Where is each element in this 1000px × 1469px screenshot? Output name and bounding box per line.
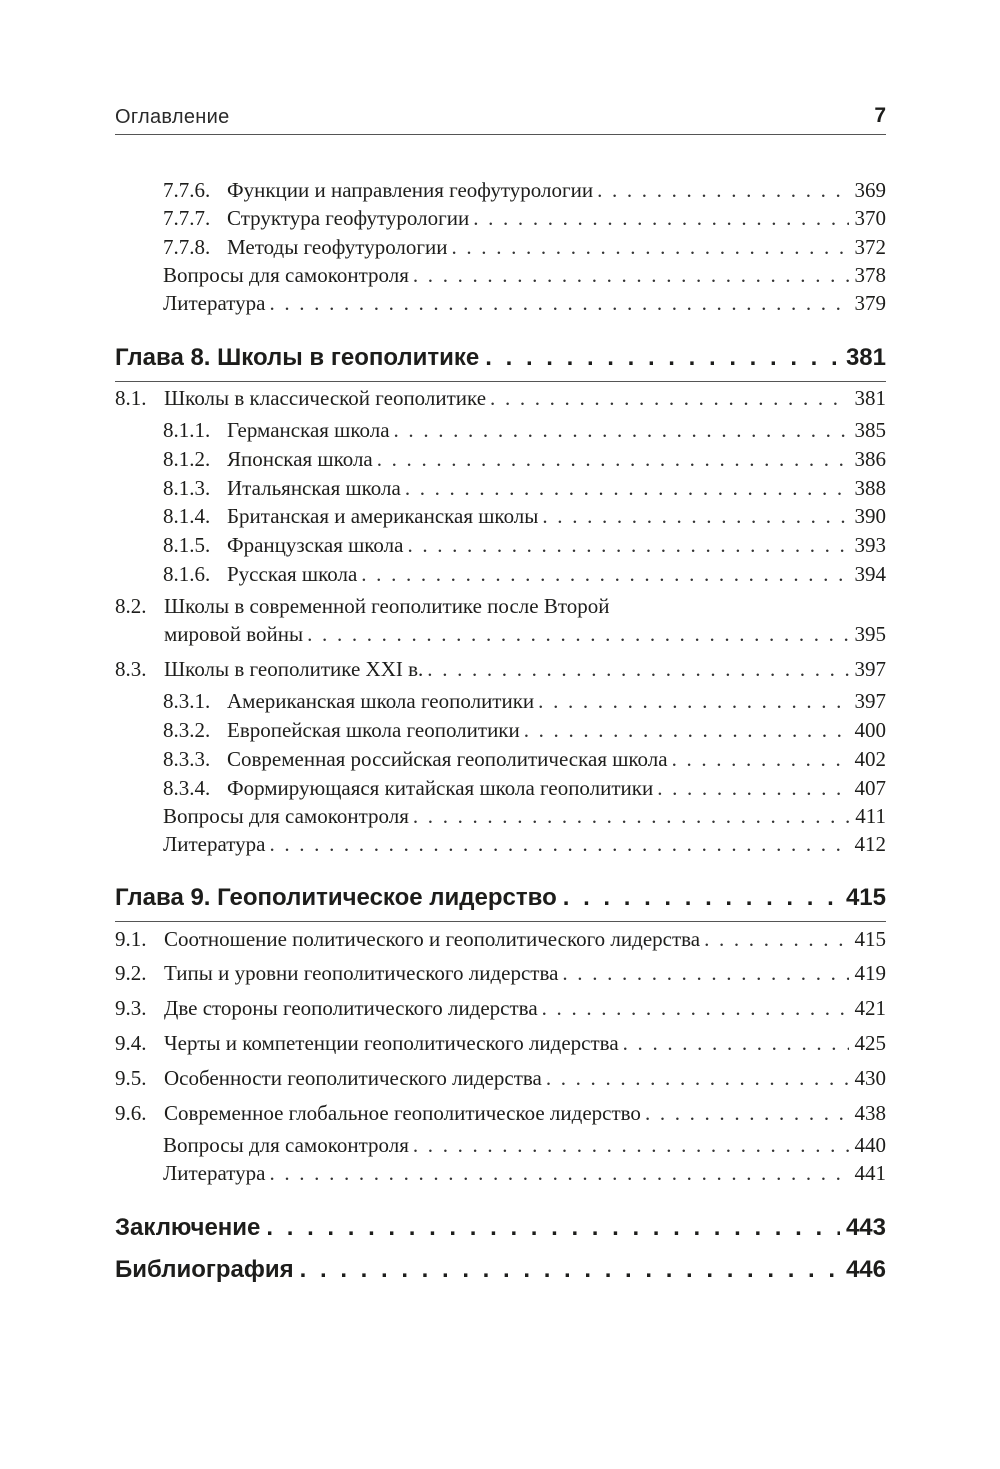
dot-leader [485,341,840,375]
section-number: 9.6. [115,1101,147,1125]
chapter-divider [115,381,886,382]
toc-entry[interactable] [163,233,886,261]
dot-leader [266,1211,840,1245]
entry-number: 8.3.4. [163,776,211,800]
toc-section[interactable] [115,384,886,412]
section-number: 8.3. [115,657,147,681]
section-page: 421 [854,996,886,1020]
toc-entry[interactable] [163,774,886,802]
dot-leader [452,233,849,261]
section-title: Две стороны геополитического лидерства [164,996,538,1020]
entry-number: 8.1.6. [163,562,211,586]
dot-leader [524,716,849,744]
chapter-page: 443 [845,1214,886,1241]
section-number: 8.2. [115,594,147,618]
toc-entry[interactable] [163,445,886,473]
entry-page: 397 [854,689,886,713]
chapter-title: Заключение [115,1214,261,1241]
entry-page: 388 [854,476,886,500]
toc-entry[interactable] [163,416,886,444]
entry-number: 8.3.3. [163,747,211,771]
entry-number: 8.1.3. [163,476,211,500]
entry-page: 440 [854,1133,886,1157]
dot-leader [361,560,848,588]
toc-entry-literature[interactable] [163,830,886,858]
toc-entry-self-check[interactable] [163,1131,886,1159]
entry-number: 7.7.6. [163,178,211,202]
page-number: 7 [874,104,886,127]
dot-leader [307,620,848,648]
section-title-line1: Школы в современной геополитике после Второй [164,594,610,618]
toc-entry[interactable] [163,474,886,502]
entry-title: Вопросы для самоконтроля [163,804,409,828]
entry-title: Вопросы для самоконтроля [163,263,409,287]
toc-entry[interactable] [163,204,886,232]
dot-leader [546,1064,849,1092]
section-page: 419 [854,961,886,985]
toc-entry-literature[interactable] [163,1159,886,1187]
dot-leader [394,416,849,444]
chapter-page: 415 [845,884,886,911]
dot-leader [407,531,848,559]
section-title: Типы и уровни геополитического лидерства [164,961,559,985]
chapter-page: 446 [845,1256,886,1283]
dot-leader [597,176,848,204]
toc-section[interactable] [115,592,886,648]
running-head-title: Оглавление [115,106,230,128]
section-page: 438 [854,1101,886,1125]
dot-leader [377,445,849,473]
entry-number: 8.1.1. [163,418,211,442]
entry-page: 390 [854,504,886,528]
dot-leader [645,1099,849,1127]
section-page: 430 [854,1066,886,1090]
entry-title: Структура геофутурологии [227,206,470,230]
section-number: 9.3. [115,996,147,1020]
toc-entry-literature[interactable] [163,289,886,317]
dot-leader [623,1029,849,1057]
entry-number: 8.1.2. [163,447,211,471]
entry-number: 8.3.1. [163,689,211,713]
toc-entry[interactable] [163,687,886,715]
entry-number: 8.3.2. [163,718,211,742]
entry-page: 370 [854,206,886,230]
dot-leader [473,204,848,232]
section-title: Особенности геополитического лидерства [164,1066,542,1090]
dot-leader [413,802,849,830]
toc-entry-self-check[interactable] [163,802,886,830]
dot-leader [300,1253,840,1287]
chapter-page: 381 [845,344,886,371]
entry-page: 400 [854,718,886,742]
chapter-title: Глава 8. Школы в геополитике [115,344,480,371]
entry-title: Русская школа [227,562,358,586]
entry-page: 378 [854,263,886,287]
entry-title: Литература [163,1161,266,1185]
entry-page: 385 [854,418,886,442]
dot-leader [563,881,840,915]
entry-page: 372 [854,235,886,259]
entry-page: 407 [854,776,886,800]
entry-title: Литература [163,832,266,856]
section-page: 395 [854,622,886,646]
toc-entry[interactable] [163,502,886,530]
entry-page: 379 [854,291,886,315]
toc-entry[interactable] [163,716,886,744]
section-title-line2: мировой войны [164,622,304,646]
toc-entry[interactable] [163,176,886,204]
entry-title: Французская школа [227,533,404,557]
toc-section[interactable] [115,959,886,987]
entry-title: Литература [163,291,266,315]
entry-title: Германская школа [227,418,390,442]
toc-section[interactable] [115,994,886,1022]
entry-title: Итальянская школа [227,476,401,500]
chapter-title: Глава 9. Геополитическое лидерство [115,884,557,911]
entry-page: 386 [854,447,886,471]
dot-leader [704,925,848,953]
dot-leader [269,1159,848,1187]
dot-leader [427,655,848,683]
chapter-divider [115,921,886,922]
dot-leader [562,959,848,987]
entry-number: 7.7.8. [163,235,211,259]
toc-entry[interactable] [163,531,886,559]
chapter-9-heading[interactable] [115,881,886,915]
chapter-title: Библиография [115,1256,294,1283]
dot-leader [269,830,848,858]
entry-page: 411 [855,804,886,828]
entry-page: 393 [854,533,886,557]
entry-title: Британская и американская школы [227,504,539,528]
section-number: 8.1. [115,386,147,410]
dot-leader [538,687,848,715]
conclusion-heading[interactable] [115,1211,886,1245]
section-page: 425 [854,1031,886,1055]
toc-entry[interactable] [163,745,886,773]
entry-number: 8.1.5. [163,533,211,557]
entry-title: Современная российская геополитическая школа [227,747,668,771]
toc-section[interactable] [115,1064,886,1092]
entry-title: Методы геофутурологии [227,235,448,259]
section-title: Современное глобальное геополитическое лидерство [164,1101,641,1125]
toc-entry[interactable] [163,560,886,588]
running-head [115,104,886,135]
section-number: 9.5. [115,1066,147,1090]
dot-leader [672,745,849,773]
dot-leader [542,502,848,530]
entry-title: Функции и направления геофутурологии [227,178,594,202]
section-number: 9.1. [115,927,147,951]
section-title: Черты и компетенции геополитического лидерства [164,1031,619,1055]
section-page: 415 [854,927,886,951]
entry-title: Японская школа [227,447,373,471]
dot-leader [657,774,848,802]
dot-leader [405,474,849,502]
entry-title: Вопросы для самоконтроля [163,1133,409,1157]
dot-leader [413,1131,849,1159]
section-page: 381 [854,386,886,410]
bibliography-heading[interactable] [115,1253,886,1287]
entry-page: 402 [854,747,886,771]
entry-page: 412 [854,832,886,856]
toc-section[interactable] [115,1099,886,1127]
entry-title: Европейская школа геополитики [227,718,520,742]
chapter-8-heading[interactable] [115,341,886,375]
dot-leader [413,261,849,289]
toc-section[interactable] [115,1029,886,1057]
section-page: 397 [854,657,886,681]
entry-page: 394 [854,562,886,586]
dot-leader [542,994,849,1022]
entry-number: 7.7.7. [163,206,211,230]
entry-title: Формирующаяся китайская школа геополитики [227,776,654,800]
entry-number: 8.1.4. [163,504,211,528]
section-title: Соотношение политического и геополитического лидерства [164,927,701,951]
section-number: 9.2. [115,961,147,985]
dot-leader [490,384,848,412]
toc-entry-self-check[interactable] [163,261,886,289]
toc-section[interactable] [115,655,886,683]
entry-page: 441 [854,1161,886,1185]
entry-page: 369 [854,178,886,202]
toc-section[interactable] [115,925,886,953]
dot-leader [269,289,848,317]
section-title: Школы в геополитике XXI в. [164,657,424,681]
section-title: Школы в классической геополитике [164,386,487,410]
section-number: 9.4. [115,1031,147,1055]
entry-title: Американская школа геополитики [227,689,535,713]
